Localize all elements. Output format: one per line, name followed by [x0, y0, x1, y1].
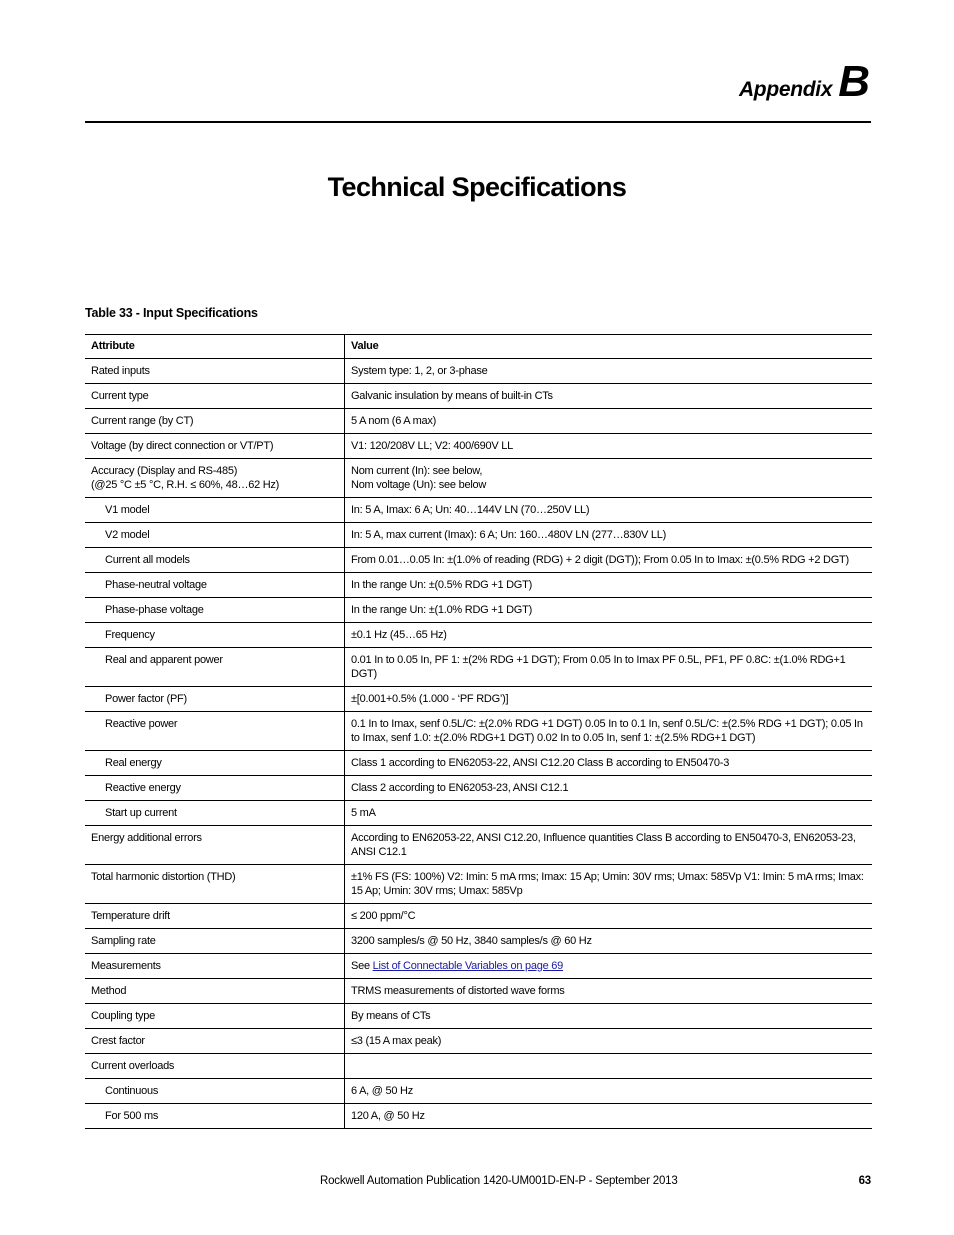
attribute-cell	[85, 1029, 345, 1054]
attribute-text: Sampling rate	[91, 935, 156, 947]
value-cell	[345, 459, 873, 498]
table-row	[85, 712, 872, 751]
attribute-text: Temperature drift	[91, 910, 170, 922]
attribute-cell	[85, 623, 345, 648]
table-row	[85, 1054, 872, 1079]
attribute-cell	[85, 548, 345, 573]
attribute-cell	[85, 904, 345, 929]
table-row	[85, 929, 872, 954]
attribute-cell	[85, 826, 345, 865]
attribute-cell	[85, 459, 345, 498]
attribute-cell	[85, 801, 345, 826]
value-cell	[345, 1029, 873, 1054]
attribute-cell	[85, 409, 345, 434]
value-text: In the range Un: ±(0.5% RDG +1 DGT)	[351, 579, 532, 591]
value-text: TRMS measurements of distorted wave forms	[351, 985, 565, 997]
table-row	[85, 498, 872, 523]
value-cell	[345, 1004, 873, 1029]
value-cell	[345, 904, 873, 929]
attribute-text: Phase-neutral voltage	[105, 579, 207, 591]
value-text: From 0.01…0.05 In: ±(1.0% of reading (RDG) + 2 digit (DGT)); From 0.05 In to Imax: ±(0.5% RDG +2 DGT)	[351, 554, 849, 566]
value-cell	[345, 409, 873, 434]
attribute-cell	[85, 776, 345, 801]
value-text: Galvanic insulation by means of built-in CTs	[351, 390, 553, 402]
attribute-cell	[85, 573, 345, 598]
value-text: 6 A, @ 50 Hz	[351, 1085, 413, 1097]
attribute-cell	[85, 1054, 345, 1079]
value-text: See	[351, 960, 373, 972]
value-cell	[345, 929, 873, 954]
table-row	[85, 1029, 872, 1054]
table-row	[85, 359, 872, 384]
value-text: System type: 1, 2, or 3-phase	[351, 365, 488, 377]
attribute-cell	[85, 1104, 345, 1129]
value-cell	[345, 434, 873, 459]
attribute-cell	[85, 384, 345, 409]
table-row	[85, 865, 872, 904]
value-cell	[345, 648, 873, 687]
table-row	[85, 687, 872, 712]
table-caption: Table 33 - Input Specifications	[85, 306, 258, 320]
table-row	[85, 1079, 872, 1104]
value-cell	[345, 384, 873, 409]
table-row	[85, 523, 872, 548]
page-title: Technical Specifications	[327, 172, 627, 202]
value-text: 5 mA	[351, 807, 376, 819]
attribute-cell	[85, 979, 345, 1004]
header-rule	[85, 121, 871, 123]
value-cell	[345, 751, 873, 776]
attribute-text: Phase-phase voltage	[105, 604, 204, 616]
table-row	[85, 573, 872, 598]
attribute-cell	[85, 712, 345, 751]
attribute-cell	[85, 687, 345, 712]
column-header-value: Value	[345, 335, 873, 359]
table-row	[85, 979, 872, 1004]
value-cell	[345, 712, 873, 751]
attribute-text: Energy additional errors	[91, 832, 202, 844]
appendix-heading	[738, 57, 870, 106]
table-row	[85, 751, 872, 776]
table-row	[85, 409, 872, 434]
attribute-text: Crest factor	[91, 1035, 145, 1047]
value-text: ±1% FS (FS: 100%) V2: Imin: 5 mA rms; Imax: 15 Ap; Umin: 30V rms; Umax: 585Vp V1: Imin: 5 mA rms; Imax: 15 Ap; Umin: 30V rms; Umax: 585Vp	[351, 871, 864, 897]
appendix-letter: B	[838, 57, 870, 106]
attribute-cell	[85, 1079, 345, 1104]
value-text: 5 A nom (6 A max)	[351, 415, 437, 427]
value-text: 120 A, @ 50 Hz	[351, 1110, 425, 1122]
value-cell	[345, 801, 873, 826]
value-text: 0.1 In to Imax, senf 0.5L/C: ±(2.0% RDG +1 DGT) 0.05 In to 0.1 In, senf 0.5L/C: ±(2.5% RDG +1 DGT); 0.05 In to Imax, senf 1.0: ±(2.0% RDG+1 DGT) 0.02 In to 0.05 In, senf 1: ±(2.5% RDG+1 DGT)	[351, 718, 863, 744]
attribute-text: Continuous	[105, 1085, 159, 1097]
value-text: V1: 120/208V LL; V2: 400/690V LL	[351, 440, 514, 452]
value-text: 0.01 In to 0.05 In, PF 1: ±(2% RDG +1 DGT); From 0.05 In to Imax PF 0.5L, PF1, PF 0.8C: ±(1.0% RDG+1 DGT)	[351, 654, 846, 680]
attribute-text: Current overloads	[91, 1060, 175, 1072]
value-text: ±[0.001+0.5% (1.000 - ‘PF RDG’)]	[351, 693, 509, 705]
value-cell	[345, 1104, 873, 1129]
attribute-text: Real and apparent power	[105, 654, 223, 666]
value-text: 3200 samples/s @ 50 Hz, 3840 samples/s @ 60 Hz	[351, 935, 592, 947]
value-cell	[345, 954, 873, 979]
value-cell	[345, 979, 873, 1004]
attribute-cell	[85, 954, 345, 979]
table-header-row	[85, 335, 872, 359]
table-row	[85, 1104, 872, 1129]
table-row	[85, 801, 872, 826]
table-row	[85, 434, 872, 459]
attribute-text: Measurements	[91, 960, 161, 972]
value-cell	[345, 826, 873, 865]
table-row	[85, 904, 872, 929]
value-cell	[345, 523, 873, 548]
attribute-text: V2 model	[105, 529, 150, 541]
table-row	[85, 623, 872, 648]
table-row	[85, 384, 872, 409]
value-text: ±0.1 Hz (45…65 Hz)	[351, 629, 447, 641]
attribute-text: Reactive power	[105, 718, 178, 730]
value-text: Class 1 according to EN62053-22, ANSI C12.20 Class B according to EN50470-3	[351, 757, 730, 769]
attribute-text: Voltage (by direct connection or VT/PT)	[91, 440, 274, 452]
value-cell	[345, 573, 873, 598]
attribute-cell	[85, 598, 345, 623]
attribute-text: Frequency	[105, 629, 155, 641]
table-row	[85, 459, 872, 498]
attribute-cell	[85, 359, 345, 384]
attribute-text: Current type	[91, 390, 149, 402]
table-row	[85, 954, 872, 979]
column-header-attribute: Attribute	[85, 335, 345, 359]
value-text: In: 5 A, max current (Imax): 6 A; Un: 160…480V LN (277…830V LL)	[351, 529, 667, 541]
attribute-text: Method	[91, 985, 127, 997]
connectable-variables-link[interactable]: List of Connectable Variables on page 69	[372, 960, 564, 972]
attribute-cell	[85, 1004, 345, 1029]
attribute-cell	[85, 498, 345, 523]
attribute-text: Real energy	[105, 757, 162, 769]
value-cell	[345, 598, 873, 623]
value-text: ≤ 200 ppm/°C	[351, 910, 416, 922]
table-row	[85, 548, 872, 573]
attribute-text: For 500 ms	[105, 1110, 159, 1122]
value-cell	[345, 865, 873, 904]
table-row	[85, 598, 872, 623]
value-cell	[345, 1054, 873, 1079]
attribute-subtext: (@25 °C ±5 °C, R.H. ≤ 60%, 48…62 Hz)	[91, 479, 280, 491]
attribute-text: Current range (by CT)	[91, 415, 194, 427]
attribute-text: Start up current	[105, 807, 177, 819]
value-text: In the range Un: ±(1.0% RDG +1 DGT)	[351, 604, 532, 616]
value-text: According to EN62053-22, ANSI C12.20, Influence quantities Class B according to EN50470-3, EN62053-23, ANSI C12.1	[351, 832, 856, 858]
value-cell	[345, 498, 873, 523]
attribute-text: Coupling type	[91, 1010, 156, 1022]
value-cell	[345, 359, 873, 384]
table-row	[85, 1004, 872, 1029]
value-text: Class 2 according to EN62053-23, ANSI C12.1	[351, 782, 569, 794]
value-text: In: 5 A, Imax: 6 A; Un: 40…144V LN (70…250V LL)	[351, 504, 590, 516]
table-row	[85, 776, 872, 801]
value-text: ≤3 (15 A max peak)	[351, 1035, 442, 1047]
attribute-cell	[85, 865, 345, 904]
value-cell	[345, 687, 873, 712]
value-cell	[345, 776, 873, 801]
value-subtext: Nom voltage (Un): see below	[351, 479, 487, 491]
attribute-text: Power factor (PF)	[105, 693, 187, 705]
value-cell	[345, 548, 873, 573]
attribute-cell	[85, 523, 345, 548]
attribute-cell	[85, 929, 345, 954]
page-number: 63	[858, 1175, 871, 1187]
attribute-cell	[85, 648, 345, 687]
attribute-text: Rated inputs	[91, 365, 150, 377]
publication-info: Rockwell Automation Publication 1420-UM001D-EN-P - September 2013	[320, 1175, 678, 1187]
value-text: Nom current (In): see below,	[351, 465, 483, 477]
input-specifications-table	[85, 334, 872, 1129]
value-cell	[345, 1079, 873, 1104]
attribute-cell	[85, 751, 345, 776]
appendix-word: Appendix	[738, 78, 833, 101]
table-body	[85, 359, 872, 1129]
attribute-text: Reactive energy	[105, 782, 181, 794]
attribute-text: Current all models	[105, 554, 190, 566]
attribute-text: Accuracy (Display and RS-485)	[91, 465, 238, 477]
attribute-text: V1 model	[105, 504, 150, 516]
table-row	[85, 826, 872, 865]
value-text: By means of CTs	[351, 1010, 431, 1022]
attribute-text: Total harmonic distortion (THD)	[91, 871, 236, 883]
value-cell	[345, 623, 873, 648]
table-row	[85, 648, 872, 687]
attribute-cell	[85, 434, 345, 459]
